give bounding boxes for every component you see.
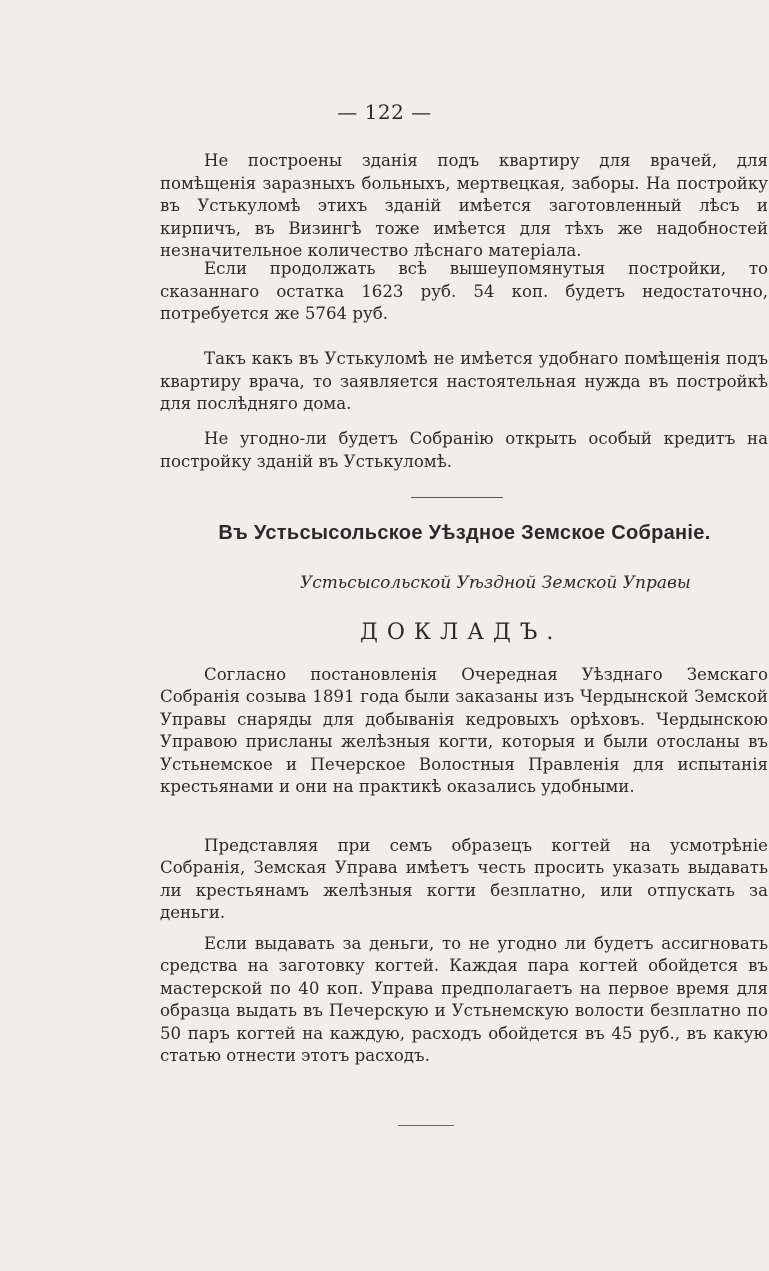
- paragraph-doctor-housing: [160, 348, 768, 416]
- paragraph-sample-presentation: [160, 835, 768, 925]
- paragraph-text: Не построены зданія подъ квартиру для врачей, для помѣщенія заразныхъ больныхъ, мертвецкая, заборы. На постройку въ Устькуломѣ этихъ зданій имѣется заготовленный лѣсъ и кирпичъ, въ Визингѣ тоже имѣется для тѣхъ же надобностей незначительное количество лѣснаго матеріала.: [160, 151, 768, 261]
- paragraph-text: Представляя при семъ образецъ когтей на усмотрѣніе Собранія, Земская Управа имѣетъ честь просить указать выдавать ли крестьянамъ желѣзныя когти безплатно, или отпускать за деньги.: [160, 836, 768, 923]
- report-heading: ДОКЛАДЪ.: [360, 620, 563, 645]
- page-number: — 122 —: [337, 100, 432, 124]
- paragraph-text: Такъ какъ въ Устькуломѣ не имѣется удобнаго помѣщенія подъ квартиру врача, то заявляется настоятельная нужда въ постройкѣ для послѣдняго дома.: [160, 349, 768, 414]
- assembly-title: Въ Устьсысольское Уѣздное Земское Собраніе.: [218, 522, 711, 544]
- section-divider: [411, 497, 503, 498]
- paragraph-text: Если выдавать за деньги, то не угодно ли будетъ ассигновать средства на заготовку когтей. Каждая пара когтей обойдется въ мастерской по 40 коп. Управа предполагаетъ на первое время для образца выдать въ Печерскую и Устьнемскую волости безплатно по 50 паръ когтей на каждую, расходъ обойдется въ 45 руб., въ какую статью отнести этотъ расходъ.: [160, 934, 768, 1066]
- board-subtitle: Устьсысольской Уѣздной Земской Управы: [300, 573, 691, 593]
- paragraph-buildings: [160, 150, 768, 263]
- paragraph-funding: [160, 933, 768, 1067]
- paragraph-claws-order: [160, 664, 768, 798]
- paragraph-cost: [160, 258, 768, 326]
- end-divider: [398, 1125, 454, 1126]
- paragraph-text: Согласно постановленія Очередная Уѣзднаго Земскаго Собранія созыва 1891 года были заказаны изъ Чердынской Земской Управы снаряды для добыванія кедровыхъ орѣховъ. Чердынскою Управою присланы желѣзныя когти, которыя и были отосланы въ Устьнемское и Печерское Волостныя Правленія для испытанія крестьянами и они на практикѣ оказались удобными.: [160, 665, 768, 797]
- paragraph-text: Не угодно-ли будетъ Собранію открыть особый кредитъ на постройку зданій въ Устькуломѣ.: [160, 429, 768, 471]
- paragraph-text: Если продолжать всѣ вышеупомянутыя постройки, то сказаннаго остатка 1623 руб. 54 коп. будетъ недостаточно, потребуется же 5764 руб.: [160, 259, 768, 324]
- paragraph-credit-request: [160, 428, 768, 473]
